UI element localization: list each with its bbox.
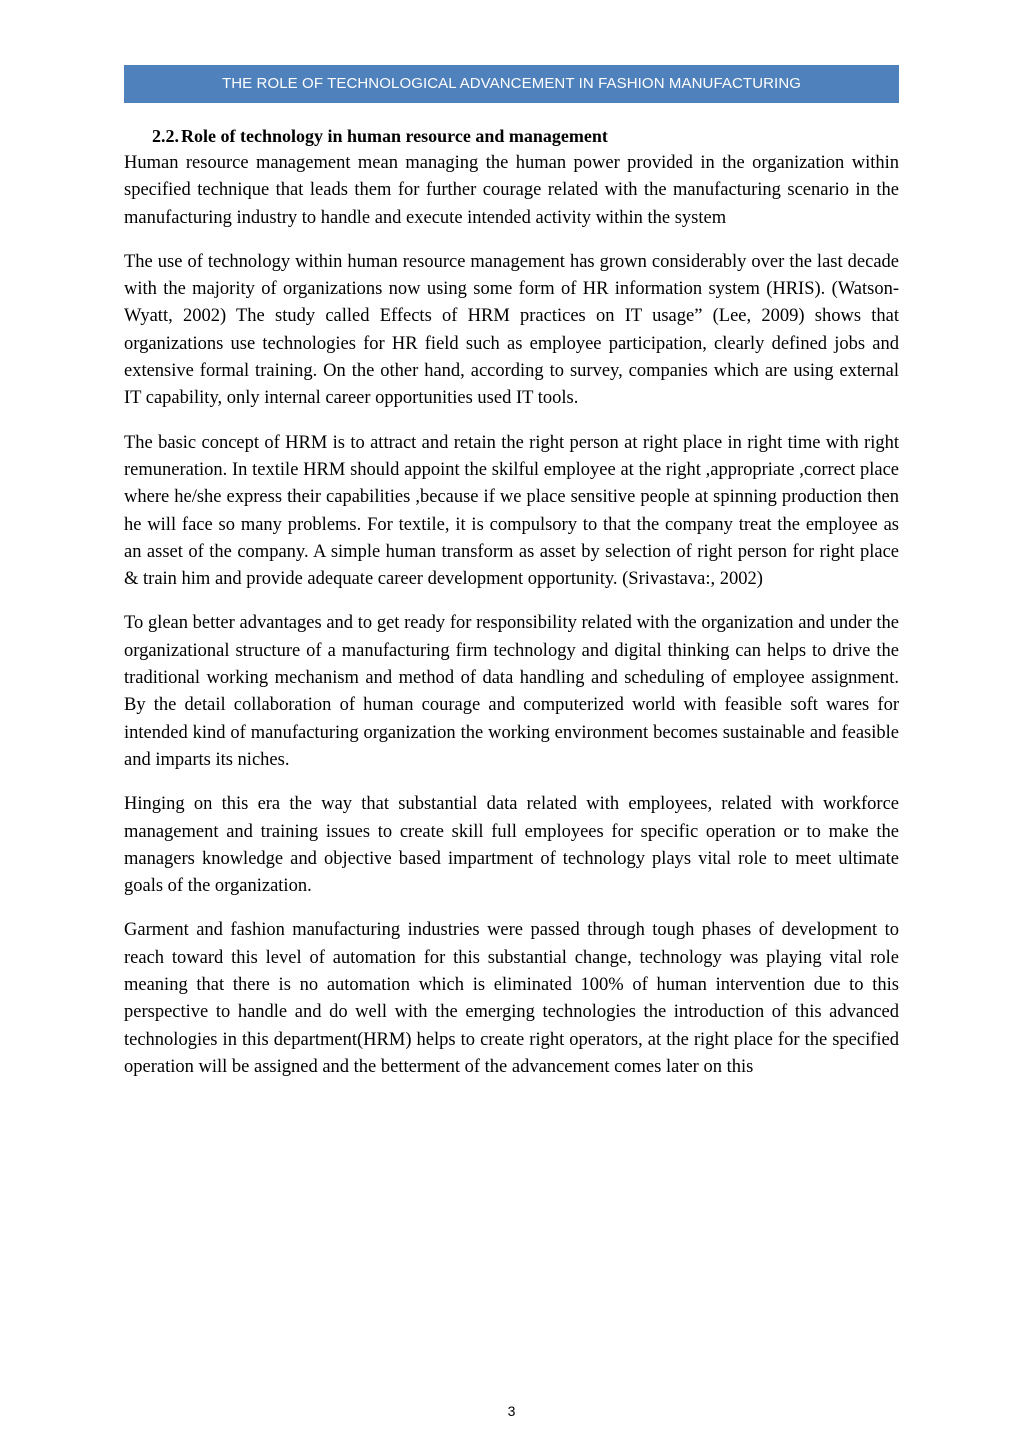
running-header: THE ROLE OF TECHNOLOGICAL ADVANCEMENT IN FASHION MANUFACTURING <box>124 65 899 103</box>
paragraph-6: Garment and fashion manufacturing industries were passed through tough phases of development to reach toward this level of automation for this substantial change, technology was playing vital role meaning that there is no automation which is eliminated 100% of human intervention due to this perspective to handle and do well with the emerging technologies the introduction of this advanced technologies in this department(HRM) helps to create right operators, at the right place for the specified operation will be assigned and the betterment of the advancement comes later on this <box>124 920 899 1077</box>
section-heading <box>152 124 608 148</box>
page-number: 3 <box>507 1403 516 1419</box>
section-number: 2.2. <box>152 126 179 146</box>
paragraph-5: Hinging on this era the way that substantial data related with employees, related with workforce management and training issues to create skill full employees for specific operation or to make the managers knowledge and objective based impartment of technology plays vital role to meet ultimate goals of the organization. <box>124 794 899 897</box>
section-title: Role of technology in human resource and management <box>181 126 608 146</box>
paragraph-2: The use of technology within human resource management has grown considerably over the last decade with the majority of organizations now using some form of HR information system (HRIS). (Watson-Wyatt, 2002) The study called Effects of HRM practices on IT usage” (Lee, 2009) shows that organizations use technologies for HR field such as employee participation, clearly defined jobs and extensive formal training. On the other hand, according to survey, companies which are using external IT capability, only internal career opportunities used IT tools. <box>124 251 899 409</box>
paragraph-3: The basic concept of HRM is to attract and retain the right person at right place in right time with right remuneration. In textile HRM should appoint the skilful employee at the right ,appropriate ,correct place where he/she express their capabilities ,because if we place sensitive people at spinning production then he will face so many problems. For textile, it is compulsory to that the company treat the employee as an asset of the company. A simple human transform as asset by selection of right person for right place & train him and provide adequate career development opportunity. (Srivastava:, 2002) <box>124 432 899 590</box>
paragraph-1: Human resource management mean managing the human power provided in the organization within specified technique that leads them for further courage related with the manufacturing scenario in the manufacturing industry to handle and execute intended activity within the system <box>124 153 899 228</box>
paragraph-4: To glean better advantages and to get ready for responsibility related with the organization and under the organizational structure of a manufacturing firm technology and digital thinking can helps to drive the traditional working mechanism and method of data handling and scheduling of employee assignment. By the detail collaboration of human courage and computerized world with feasible soft wares for intended kind of manufacturing organization the working environment becomes sustainable and feasible and imparts its niches. <box>124 613 899 770</box>
body-text <box>124 150 899 1098</box>
